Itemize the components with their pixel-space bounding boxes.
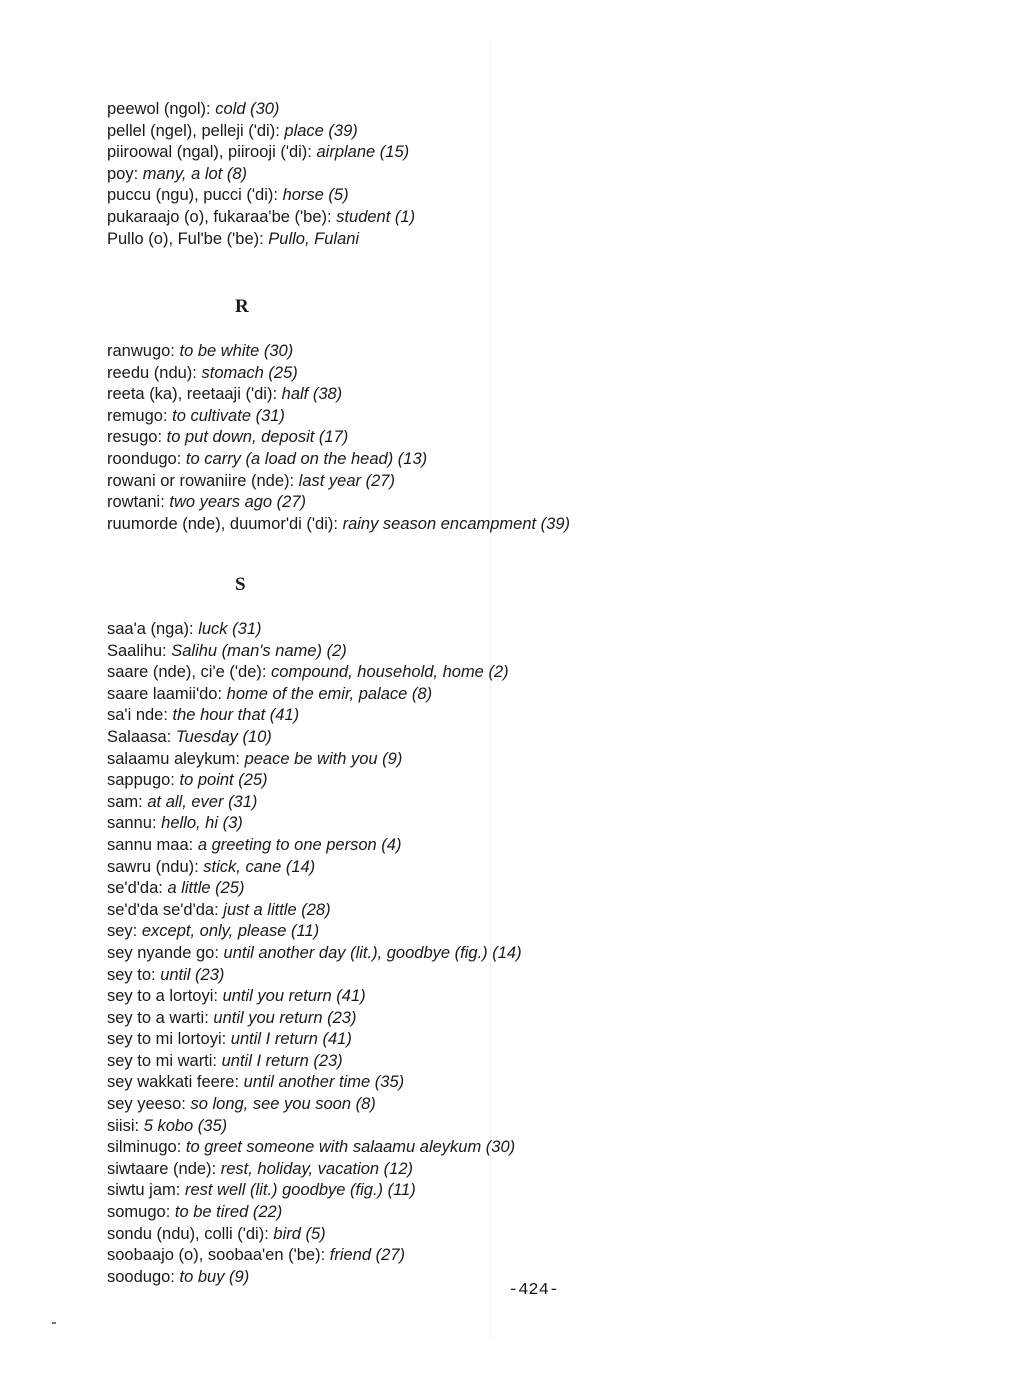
dictionary-entry	[107, 1072, 522, 1094]
dictionary-entry	[107, 662, 522, 684]
entry-term: sannu:	[107, 814, 157, 833]
section-p	[107, 99, 415, 250]
section-s	[107, 619, 522, 1288]
entry-gloss: just a little (28)	[223, 900, 331, 919]
entry-term: poy:	[107, 164, 139, 183]
entry-gloss: until (23)	[160, 965, 225, 984]
entry-gloss: cold (30)	[215, 100, 280, 118]
entry-term: puccu (ngu), pucci ('di):	[107, 186, 278, 205]
entry-gloss: Salihu (man's name) (2)	[171, 641, 347, 660]
dictionary-entry	[107, 1137, 522, 1159]
section-heading-r: R	[235, 296, 249, 317]
entry-term: Saalihu:	[107, 641, 167, 660]
entry-term: sawru (ndu):	[107, 857, 199, 876]
entry-gloss: bird (5)	[273, 1224, 326, 1243]
entry-gloss: except, only, please (11)	[141, 922, 320, 941]
dictionary-entry	[107, 99, 415, 121]
entry-gloss: airplane (15)	[316, 143, 410, 162]
entry-gloss: stomach (25)	[201, 363, 298, 382]
entry-gloss: stick, cane (14)	[203, 857, 316, 876]
entry-term: reedu (ndu):	[107, 363, 197, 382]
entry-gloss: to buy (9)	[179, 1267, 250, 1286]
dictionary-entry	[107, 363, 570, 385]
dictionary-entry	[107, 427, 570, 449]
entry-gloss: place (39)	[284, 121, 358, 140]
dictionary-entry	[107, 792, 522, 814]
entry-gloss: to greet someone with salaamu aleykum (30)	[185, 1138, 516, 1157]
entry-gloss: luck (31)	[198, 620, 262, 638]
entry-term: sey to:	[107, 965, 156, 984]
dictionary-entry	[107, 727, 522, 749]
entry-term: salaamu aleykum:	[107, 749, 240, 768]
entry-gloss: until you return (41)	[222, 987, 366, 1006]
dictionary-entry	[107, 900, 522, 922]
entry-gloss: student (1)	[336, 207, 416, 226]
dictionary-entry	[107, 857, 522, 879]
dictionary-entry	[107, 1051, 522, 1073]
entry-term: resugo:	[107, 428, 163, 447]
entry-term: sey to mi lortoyi:	[107, 1030, 227, 1049]
dictionary-entry	[107, 1094, 522, 1116]
dictionary-entry	[107, 1245, 522, 1267]
dictionary-entry	[107, 986, 522, 1008]
entry-term: remugo:	[107, 406, 168, 425]
dictionary-entry	[107, 1224, 522, 1246]
entry-gloss: a greeting to one person (4)	[197, 835, 402, 854]
dictionary-entry	[107, 1267, 522, 1289]
dictionary-entry	[107, 384, 570, 406]
entry-term: sey wakkati feere:	[107, 1073, 240, 1092]
entry-gloss: last year (27)	[298, 471, 395, 490]
dictionary-entry	[107, 1029, 522, 1051]
dictionary-entry	[107, 1008, 522, 1030]
dictionary-entry	[107, 770, 522, 792]
entry-gloss: to cultivate (31)	[172, 406, 285, 425]
dictionary-entry	[107, 1159, 522, 1181]
dictionary-entry	[107, 705, 522, 727]
entry-gloss: rainy season encampment (39)	[342, 514, 571, 533]
entry-term: saare laamii'do:	[107, 684, 223, 703]
entry-term: sey yeeso:	[107, 1095, 186, 1114]
dictionary-entry	[107, 749, 522, 771]
dictionary-entry	[107, 1180, 522, 1202]
dictionary-entry	[107, 514, 570, 536]
entry-term: pukaraajo (o), fukaraa'be ('be):	[107, 207, 332, 226]
dictionary-entry	[107, 641, 522, 663]
dictionary-entry	[107, 943, 522, 965]
entry-term: Pullo (o), Ful'be ('be):	[107, 229, 264, 248]
dictionary-entry	[107, 921, 522, 943]
dictionary-entry	[107, 164, 415, 186]
entry-gloss: to carry (a load on the head) (13)	[185, 449, 428, 468]
dictionary-entry	[107, 684, 522, 706]
entry-gloss: until another day (lit.), goodbye (fig.) (14)	[223, 943, 522, 962]
entry-gloss: horse (5)	[282, 186, 349, 205]
entry-term: ranwugo:	[107, 342, 175, 360]
entry-gloss: at all, ever (31)	[147, 792, 258, 811]
entry-gloss: peace be with you (9)	[244, 749, 403, 768]
entry-term: roondugo:	[107, 449, 182, 468]
entry-term: se'd'da se'd'da:	[107, 900, 219, 919]
entry-term: siwtu jam:	[107, 1181, 181, 1200]
dictionary-entry	[107, 492, 570, 514]
entry-term: sey to a warti:	[107, 1008, 209, 1027]
entry-term: se'd'da:	[107, 879, 163, 898]
dictionary-entry	[107, 341, 570, 363]
dictionary-entry	[107, 965, 522, 987]
entry-term: sannu maa:	[107, 835, 194, 854]
entry-term: reeta (ka), reetaaji ('di):	[107, 385, 278, 404]
entry-term: sey nyande go:	[107, 943, 219, 962]
entry-gloss: the hour that (41)	[172, 706, 300, 725]
entry-gloss: to be white (30)	[179, 342, 294, 360]
dictionary-entry	[107, 142, 415, 164]
entry-term: siisi:	[107, 1116, 140, 1135]
entry-term: sey:	[107, 922, 138, 941]
entry-gloss: so long, see you soon (8)	[190, 1095, 376, 1114]
entry-term: pellel (ngel), pelleji ('di):	[107, 121, 280, 140]
entry-gloss: many, a lot (8)	[142, 164, 248, 183]
entry-term: sappugo:	[107, 771, 175, 790]
dictionary-entry	[107, 471, 570, 493]
entry-term: somugo:	[107, 1203, 171, 1222]
dictionary-entry	[107, 185, 415, 207]
entry-term: sam:	[107, 792, 143, 811]
section-r	[107, 341, 570, 535]
dictionary-entry	[107, 878, 522, 900]
entry-gloss: Tuesday (10)	[175, 727, 272, 746]
dictionary-entry	[107, 1116, 522, 1138]
entry-gloss: compound, household, home (2)	[271, 663, 509, 682]
dictionary-entry	[107, 813, 522, 835]
dictionary-entry	[107, 406, 570, 428]
entry-term: soodugo:	[107, 1267, 175, 1286]
entry-term: piiroowal (ngal), piirooji ('di):	[107, 143, 312, 162]
entry-term: sa'i nde:	[107, 706, 168, 725]
entry-gloss: rest well (lit.) goodbye (fig.) (11)	[184, 1181, 416, 1200]
entry-gloss: friend (27)	[329, 1246, 405, 1265]
entry-gloss: a little (25)	[167, 879, 245, 898]
dictionary-entry	[107, 207, 415, 229]
entry-term: sey to a lortoyi:	[107, 987, 218, 1006]
entry-gloss: hello, hi (3)	[161, 814, 243, 833]
entry-term: saare (nde), ci'e ('de):	[107, 663, 267, 682]
dictionary-entry	[107, 229, 415, 251]
entry-term: rowani or rowaniire (nde):	[107, 471, 295, 490]
scan-speck	[52, 1322, 56, 1324]
entry-term: rowtani:	[107, 493, 165, 512]
entry-gloss: to be tired (22)	[174, 1203, 283, 1222]
entry-gloss: rest, holiday, vacation (12)	[220, 1159, 414, 1178]
dictionary-entry	[107, 1202, 522, 1224]
entry-term: Salaasa:	[107, 727, 172, 746]
entry-gloss: until you return (23)	[213, 1008, 357, 1027]
entry-gloss: until I return (23)	[221, 1051, 343, 1070]
dictionary-entry	[107, 449, 570, 471]
entry-gloss: 5 kobo (35)	[143, 1116, 228, 1135]
dictionary-entry	[107, 619, 522, 641]
entry-gloss: until I return (41)	[230, 1030, 352, 1049]
entry-gloss: Pullo, Fulani	[268, 229, 360, 248]
entry-term: siwtaare (nde):	[107, 1159, 217, 1178]
entry-gloss: to point (25)	[179, 771, 268, 790]
entry-term: peewol (ngol):	[107, 100, 211, 118]
page-number: -424-	[508, 1281, 560, 1300]
entry-gloss: home of the emir, palace (8)	[226, 684, 433, 703]
entry-term: ruumorde (nde), duumor'di ('di):	[107, 514, 338, 533]
entry-term: soobaajo (o), soobaa'en ('be):	[107, 1246, 326, 1265]
dictionary-entry	[107, 121, 415, 143]
entry-gloss: half (38)	[281, 385, 343, 404]
entry-gloss: until another time (35)	[243, 1073, 405, 1092]
entry-gloss: two years ago (27)	[169, 493, 307, 512]
entry-gloss: to put down, deposit (17)	[166, 428, 349, 447]
dictionary-entry	[107, 835, 522, 857]
entry-term: silminugo:	[107, 1138, 182, 1157]
entry-term: sey to mi warti:	[107, 1051, 218, 1070]
entry-term: saa'a (nga):	[107, 620, 194, 638]
section-heading-s: S	[235, 574, 246, 595]
entry-term: sondu (ndu), colli ('di):	[107, 1224, 269, 1243]
